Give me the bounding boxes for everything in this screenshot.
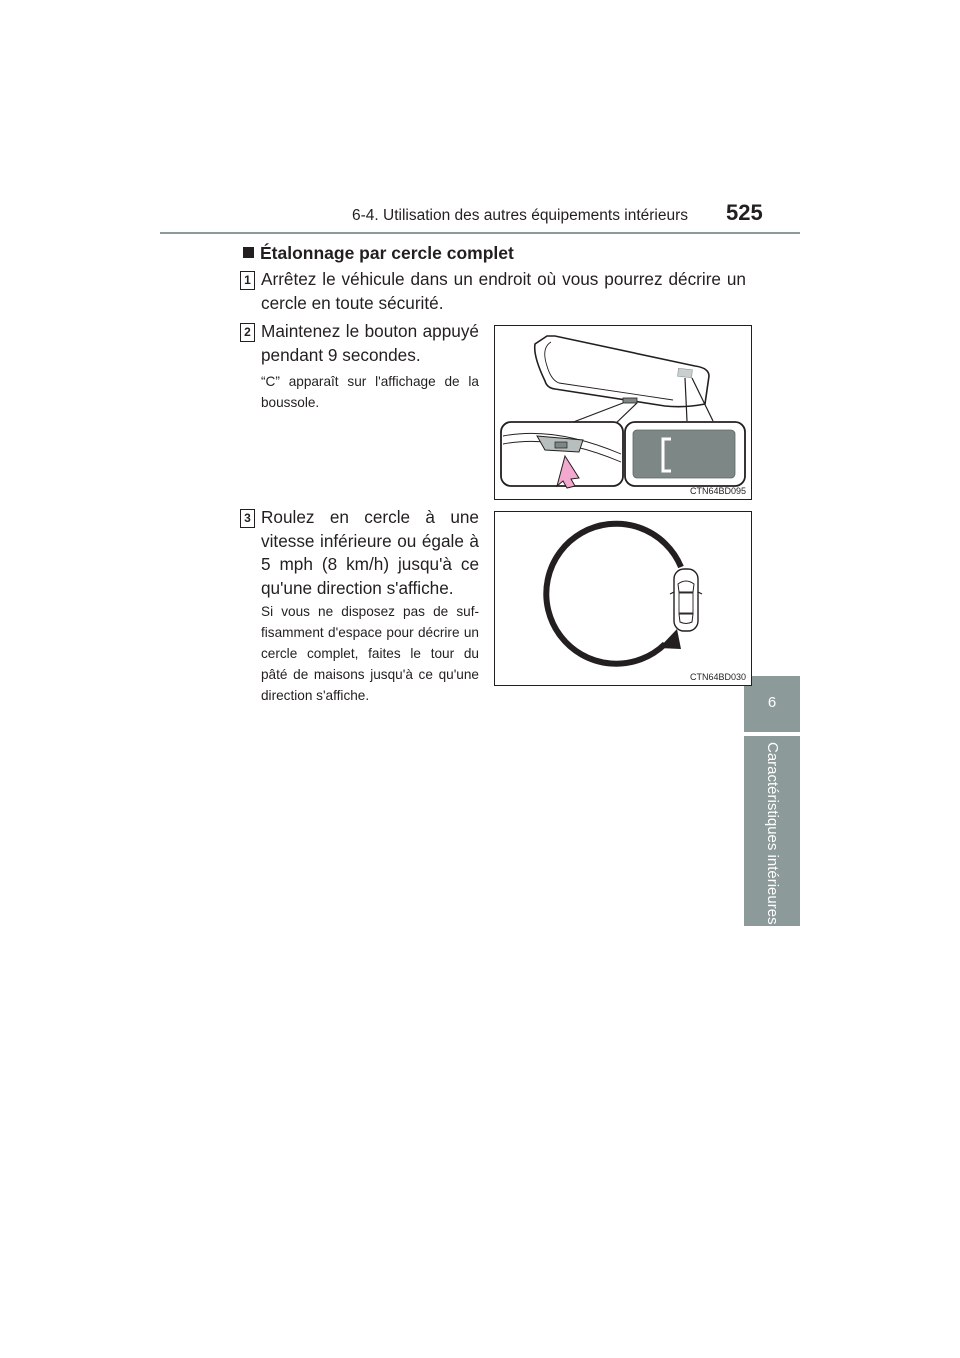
step-number-2: 2 xyxy=(240,323,255,342)
car-top-view-icon xyxy=(670,569,702,631)
header-divider xyxy=(160,232,800,234)
figure-code: CTN64BD095 xyxy=(689,486,746,496)
step-3-text: Roulez en cercle à une vitesse inférieure ou égale à 5 mph (8 km/h) jusqu'à ce qu'une direction s'affiche. xyxy=(261,507,479,598)
chapter-title: Caractéristiques intérieures xyxy=(764,742,781,925)
step-number-1: 1 xyxy=(240,271,255,290)
section-heading-text: Étalonnage par cercle complet xyxy=(260,243,514,263)
circle-driving-figure xyxy=(494,511,752,686)
circular-path-arrow xyxy=(546,524,681,664)
step-2-note: “C” apparaît sur l'affichage de la boussole. xyxy=(261,374,479,410)
circle-path-illustration xyxy=(495,512,751,685)
arrow-head-icon xyxy=(659,629,681,649)
chapter-tab-label xyxy=(744,736,800,926)
chapter-tab-number xyxy=(744,676,800,732)
section-heading xyxy=(243,243,514,264)
step-number-3: 3 xyxy=(240,509,255,528)
figure-code: CTN64BD030 xyxy=(689,672,746,682)
step-2-text: Maintenez le bouton appuyé pendant 9 secondes. xyxy=(261,321,479,365)
step-1-text: Arrêtez le véhicule dans un endroit où vous pourrez décrire un cercle en toute sécurité. xyxy=(261,269,746,313)
page-number: 525 xyxy=(726,200,763,225)
running-header: 6-4. Utilisation des autres équipements intérieurs xyxy=(352,207,689,224)
rearview-mirror-illustration xyxy=(495,326,751,499)
mirror-compass-figure xyxy=(494,325,752,500)
step-3-note: Si vous ne disposez pas de suf-fisamment d'espace pour décrire un cercle complet, faites le tour du pâté de maisons jusqu'à ce qu'une direction s'affiche. xyxy=(261,604,479,703)
compass-display-screen xyxy=(633,430,735,478)
chapter-number: 6 xyxy=(767,694,777,711)
square-bullet-icon xyxy=(243,247,254,258)
